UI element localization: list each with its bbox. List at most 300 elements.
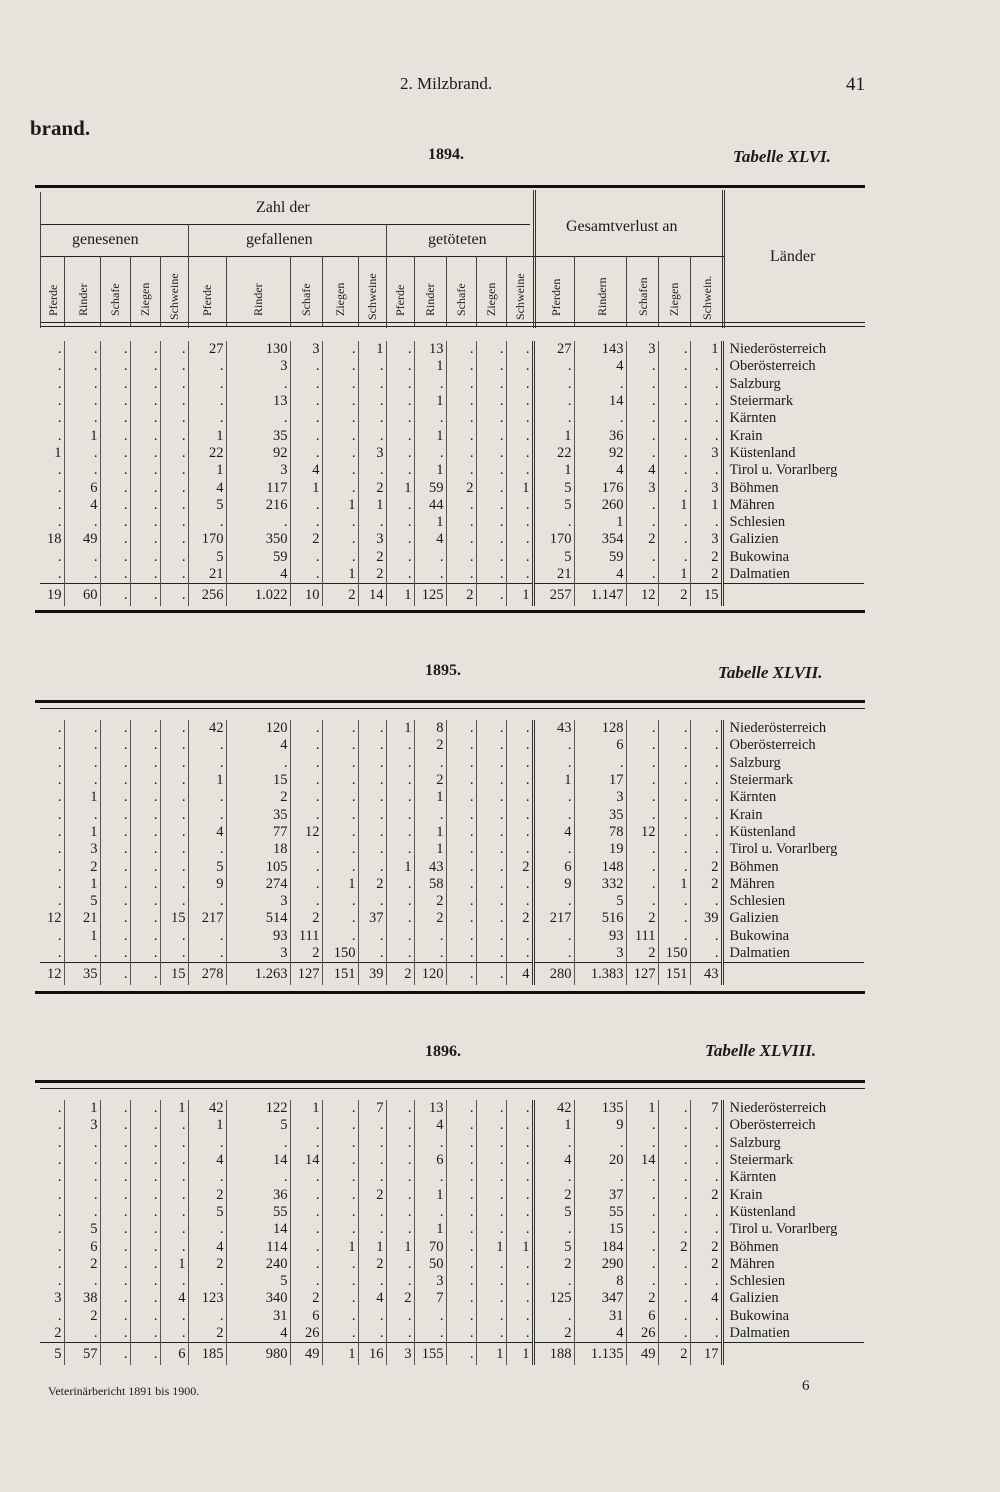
table-cell: 2 <box>690 1238 722 1255</box>
table-cell: . <box>57 841 62 858</box>
table-cell: . <box>57 1100 62 1117</box>
table-cell: 20 <box>574 1152 626 1169</box>
table-cell: . <box>386 928 414 945</box>
table-cell: . <box>160 858 188 875</box>
total-cell: . <box>130 584 160 607</box>
table-cell: . <box>658 462 690 479</box>
table-cell: . <box>533 893 574 910</box>
table-cell: . <box>226 514 290 531</box>
country-name: Mähren <box>722 497 864 514</box>
table-row <box>40 720 864 737</box>
table-cell: . <box>358 737 386 754</box>
table-cell: 2 <box>64 858 100 875</box>
table-cell: 5 <box>533 1238 574 1255</box>
table-cell: . <box>160 479 188 496</box>
table-cell: 1 <box>188 1117 226 1134</box>
table-cell: 3 <box>290 341 322 358</box>
table-cell: . <box>322 928 358 945</box>
table-cell: . <box>100 1135 130 1152</box>
table-row <box>40 772 864 789</box>
table-cell: . <box>414 755 446 772</box>
country-name: Bukowina <box>722 1308 864 1325</box>
table-cell: . <box>476 737 506 754</box>
table-cell: . <box>446 514 476 531</box>
table-cell: . <box>386 1325 414 1343</box>
table-cell: . <box>160 1308 188 1325</box>
table-cell: . <box>100 462 130 479</box>
table-cell: . <box>386 1135 414 1152</box>
table-cell: . <box>386 910 414 927</box>
table-cell: . <box>476 393 506 410</box>
table-cell: 1 <box>476 1238 506 1255</box>
table-cell: 514 <box>226 910 290 927</box>
table-cell: . <box>506 1325 533 1343</box>
table-cell: . <box>446 893 476 910</box>
table-cell: . <box>57 858 62 875</box>
table-cell: . <box>533 1135 574 1152</box>
table-row <box>40 945 864 963</box>
table-cell: . <box>658 1256 690 1273</box>
table-cell: 43 <box>533 720 574 737</box>
table-cell: . <box>386 824 414 841</box>
total-cell: . <box>100 584 130 607</box>
table-cell: . <box>188 928 226 945</box>
table-cell: . <box>100 566 130 584</box>
table-cell: . <box>64 1135 100 1152</box>
table-cell: . <box>358 1308 386 1325</box>
total-row <box>40 1343 864 1366</box>
table-cell: . <box>160 497 188 514</box>
table-cell: . <box>476 772 506 789</box>
table-cell: . <box>322 1152 358 1169</box>
table-cell: . <box>658 549 690 566</box>
table-cell: 92 <box>574 445 626 462</box>
table-cell: . <box>130 1169 160 1186</box>
table-cell: . <box>100 1290 130 1307</box>
table-cell: 93 <box>574 928 626 945</box>
table-cell: . <box>226 376 290 393</box>
table-cell: . <box>476 376 506 393</box>
table-cell: 7 <box>690 1100 722 1117</box>
table-cell: . <box>322 1135 358 1152</box>
table-cell: . <box>414 806 446 823</box>
table-row <box>40 462 864 479</box>
table-cell: . <box>322 427 358 444</box>
table-cell: . <box>57 410 62 427</box>
table-cell: 1 <box>414 824 446 841</box>
table-cell: 77 <box>226 824 290 841</box>
table-cell: . <box>506 1221 533 1238</box>
table-cell: . <box>64 755 100 772</box>
table-cell: . <box>533 514 574 531</box>
col-genesen-rinder: Rinder <box>76 283 90 316</box>
table-cell: . <box>130 410 160 427</box>
table-cell: . <box>386 806 414 823</box>
table-cell: . <box>506 445 533 462</box>
table-cell: . <box>626 358 658 375</box>
table-cell: 1 <box>64 1100 100 1117</box>
table-cell: . <box>57 427 62 444</box>
table-cell: . <box>690 1325 722 1343</box>
table-cell: 2 <box>290 531 322 548</box>
table-cell: 5 <box>533 497 574 514</box>
table-cell: . <box>100 1273 130 1290</box>
table-cell: . <box>386 945 414 963</box>
table-cell: 7 <box>358 1100 386 1117</box>
table-cell: . <box>658 1221 690 1238</box>
country-name: Tirol u. Vorarlberg <box>722 841 864 858</box>
table-cell: 14 <box>626 1152 658 1169</box>
table-cell: 39 <box>690 910 722 927</box>
table-cell: . <box>506 893 533 910</box>
table-cell: 26 <box>626 1325 658 1343</box>
table-cell: 26 <box>290 1325 322 1343</box>
country-name: Schlesien <box>722 1273 864 1290</box>
table-cell: 3 <box>226 462 290 479</box>
table-label: Tabelle XLVII. <box>718 663 823 682</box>
table-cell: 59 <box>414 479 446 496</box>
total-cell: 256 <box>188 584 226 607</box>
table-cell: . <box>358 806 386 823</box>
table-cell: . <box>322 531 358 548</box>
table-cell: . <box>322 893 358 910</box>
table-cell: . <box>414 410 446 427</box>
total-cell: 60 <box>64 584 100 607</box>
table-cell: . <box>57 789 62 806</box>
table-cell: 2 <box>626 945 658 963</box>
table-cell: 31 <box>574 1308 626 1325</box>
footer-source: Veterinärbericht 1891 bis 1900. <box>48 1384 200 1398</box>
table-cell: 4 <box>533 824 574 841</box>
table-cell: . <box>626 427 658 444</box>
table-cell: . <box>160 720 188 737</box>
table-row <box>40 427 864 444</box>
total-cell: 2 <box>322 584 358 607</box>
table-cell: . <box>358 893 386 910</box>
country-name: Krain <box>722 1186 864 1203</box>
table-cell: . <box>290 858 322 875</box>
table-cell: . <box>386 445 414 462</box>
table-cell: . <box>130 479 160 496</box>
table-cell: . <box>160 737 188 754</box>
table-cell: 1 <box>533 462 574 479</box>
table-cell: 2 <box>626 531 658 548</box>
table-cell: . <box>100 531 130 548</box>
table-cell: . <box>658 1290 690 1307</box>
table-cell: . <box>130 737 160 754</box>
table-cell: . <box>386 1117 414 1134</box>
table-row <box>40 376 864 393</box>
table-cell: . <box>658 1204 690 1221</box>
table-cell: . <box>658 427 690 444</box>
table-cell: . <box>658 341 690 358</box>
table-cell: . <box>626 858 658 875</box>
table-cell: . <box>574 755 626 772</box>
header-gefallenen: gefallenen <box>246 231 313 248</box>
table-cell: 1 <box>658 876 690 893</box>
total-cell: 2 <box>658 584 690 607</box>
table-cell: 35 <box>226 427 290 444</box>
table-year: 1896. <box>425 1043 461 1060</box>
table-cell: . <box>476 566 506 584</box>
table-cell: 1 <box>658 566 690 584</box>
table-cell: . <box>626 755 658 772</box>
table-cell: 7 <box>414 1290 446 1307</box>
table-cell: . <box>160 789 188 806</box>
table-cell: . <box>322 841 358 858</box>
table-label: Tabelle XLVIII. <box>705 1041 817 1060</box>
table-cell: . <box>476 1256 506 1273</box>
table-cell: . <box>476 1100 506 1117</box>
table-cell: . <box>414 549 446 566</box>
table-cell: . <box>574 1135 626 1152</box>
table-cell: 2 <box>690 549 722 566</box>
table-cell: . <box>64 1325 100 1343</box>
table-cell: 44 <box>414 497 446 514</box>
total-cell: 43 <box>690 963 722 986</box>
data-table-1896 <box>40 1100 864 1365</box>
table-cell: . <box>160 341 188 358</box>
total-cell: . <box>100 1343 130 1366</box>
table-cell: . <box>476 858 506 875</box>
table-cell: 1 <box>64 427 100 444</box>
table-cell: 6 <box>533 858 574 875</box>
table-cell: . <box>690 755 722 772</box>
table-row <box>40 910 864 927</box>
table-cell: . <box>130 876 160 893</box>
table-cell: . <box>626 806 658 823</box>
table-cell: . <box>533 1169 574 1186</box>
table-cell: . <box>160 566 188 584</box>
table-cell: . <box>130 1290 160 1307</box>
table-cell: 9 <box>574 1117 626 1134</box>
table-cell: . <box>57 566 62 582</box>
table-cell: . <box>358 945 386 963</box>
table-cell: . <box>506 549 533 566</box>
table-cell: . <box>57 1203 62 1220</box>
table-bottom-rule <box>35 610 865 613</box>
table-cell: . <box>690 945 722 963</box>
table-cell: . <box>322 1290 358 1307</box>
table-cell: 4 <box>290 462 322 479</box>
table-cell: 2 <box>626 910 658 927</box>
table-cell: . <box>658 789 690 806</box>
table-row <box>40 1238 864 1255</box>
total-cell: 14 <box>358 584 386 607</box>
table-cell: . <box>290 720 322 737</box>
table-cell: . <box>290 1186 322 1203</box>
table-cell: . <box>658 841 690 858</box>
table-cell: . <box>100 841 130 858</box>
table-cell: . <box>100 1169 130 1186</box>
table-cell: 1 <box>54 444 62 461</box>
table-cell: . <box>322 789 358 806</box>
table-cell: 1 <box>414 1186 446 1203</box>
table-cell: . <box>57 823 62 840</box>
table-cell: 13 <box>414 341 446 358</box>
table-cell: . <box>690 1169 722 1186</box>
total-cell: 16 <box>358 1343 386 1366</box>
total-cell: 127 <box>290 963 322 986</box>
table-cell: . <box>658 720 690 737</box>
table-cell: . <box>322 393 358 410</box>
table-cell: . <box>658 928 690 945</box>
table-cell: . <box>130 1117 160 1134</box>
table-cell: . <box>100 445 130 462</box>
table-cell: . <box>386 1256 414 1273</box>
table-cell: . <box>358 789 386 806</box>
table-cell: . <box>506 376 533 393</box>
table-cell: 1 <box>160 1256 188 1273</box>
table-cell: . <box>290 514 322 531</box>
table-cell: 125 <box>533 1290 574 1307</box>
table-cell: . <box>658 393 690 410</box>
table-cell: 1 <box>626 1100 658 1117</box>
table-cell: . <box>446 358 476 375</box>
table-cell: . <box>690 928 722 945</box>
total-cell: 49 <box>626 1343 658 1366</box>
table-row <box>40 549 864 566</box>
table-cell: 1 <box>658 497 690 514</box>
table-cell: . <box>100 789 130 806</box>
table-cell: . <box>446 1117 476 1134</box>
table-cell: . <box>130 376 160 393</box>
table-cell: . <box>446 497 476 514</box>
table-cell: 1 <box>533 1117 574 1134</box>
table-cell: . <box>476 479 506 496</box>
table-cell: . <box>358 772 386 789</box>
total-cell: 185 <box>188 1343 226 1366</box>
table-bottom-rule <box>35 991 865 994</box>
table-cell: . <box>658 1169 690 1186</box>
total-land-cell <box>722 963 864 986</box>
total-cell: 12 <box>40 963 64 986</box>
table-cell: . <box>414 1135 446 1152</box>
table-cell: . <box>446 1169 476 1186</box>
table-cell: 350 <box>226 531 290 548</box>
table-row <box>40 737 864 754</box>
table-cell: 5 <box>64 1221 100 1238</box>
total-cell: 980 <box>226 1343 290 1366</box>
table-cell: 6 <box>64 1238 100 1255</box>
table-cell: 15 <box>160 910 188 927</box>
table-cell: . <box>658 1152 690 1169</box>
table-cell: . <box>322 1273 358 1290</box>
col-gesamt-schafen: Schafen <box>636 277 650 316</box>
country-name: Niederösterreich <box>722 341 864 358</box>
table-cell: . <box>476 549 506 566</box>
table-cell: 2 <box>690 858 722 875</box>
table-cell: 18 <box>226 841 290 858</box>
country-name: Niederösterreich <box>722 1100 864 1117</box>
country-name: Böhmen <box>722 479 864 496</box>
table-cell: . <box>100 876 130 893</box>
total-cell: 1.383 <box>574 963 626 986</box>
table-cell: . <box>130 1135 160 1152</box>
table-cell: . <box>290 1135 322 1152</box>
table-cell: 3 <box>690 531 722 548</box>
table-cell: . <box>64 1186 100 1203</box>
table-cell: . <box>658 1325 690 1343</box>
table-cell: . <box>446 1325 476 1343</box>
table-cell: 55 <box>226 1204 290 1221</box>
country-name: Krain <box>722 806 864 823</box>
table-cell: . <box>690 806 722 823</box>
table-cell: . <box>188 514 226 531</box>
table-cell: . <box>188 376 226 393</box>
table-cell: . <box>446 1152 476 1169</box>
total-cell: 1.147 <box>574 584 626 607</box>
total-cell: . <box>100 963 130 986</box>
table-cell: . <box>476 1135 506 1152</box>
table-cell: . <box>160 1135 188 1152</box>
table-cell: . <box>100 772 130 789</box>
table-cell: . <box>386 789 414 806</box>
table-cell: . <box>506 1256 533 1273</box>
table-cell: . <box>386 358 414 375</box>
table-cell: . <box>100 1221 130 1238</box>
table-cell: 59 <box>574 549 626 566</box>
table-cell: . <box>690 1221 722 1238</box>
col-genesen-pferde: Pferde <box>46 284 60 316</box>
table-cell: . <box>658 755 690 772</box>
table-cell: 1 <box>690 341 722 358</box>
table-cell: . <box>358 720 386 737</box>
page-number: 41 <box>846 74 865 95</box>
table-label: Tabelle XLVI. <box>733 147 831 166</box>
data-table-1895 <box>40 720 864 985</box>
total-land-cell <box>722 1343 864 1366</box>
table-cell: . <box>533 1273 574 1290</box>
table-cell: 1 <box>414 393 446 410</box>
table-cell: 8 <box>414 720 446 737</box>
table-cell: . <box>130 445 160 462</box>
table-cell: 148 <box>574 858 626 875</box>
table-cell: . <box>290 410 322 427</box>
table-cell: . <box>386 737 414 754</box>
table-cell: 3 <box>64 841 100 858</box>
total-cell: 12 <box>626 584 658 607</box>
table-cell: . <box>386 531 414 548</box>
col-getoetet-ziegen: Ziegen <box>484 282 498 316</box>
table-cell: . <box>322 341 358 358</box>
table-cell: . <box>130 393 160 410</box>
table-cell: . <box>506 755 533 772</box>
header-zahl-der: Zahl der <box>256 199 310 216</box>
table-cell: 18 <box>47 531 62 548</box>
total-cell: 19 <box>40 584 64 607</box>
table-cell: 5 <box>188 1204 226 1221</box>
table-cell: . <box>100 376 130 393</box>
table-row <box>40 1135 864 1152</box>
table-row <box>40 806 864 823</box>
table-cell: . <box>446 531 476 548</box>
table-cell: 2 <box>226 789 290 806</box>
table-cell: . <box>574 1169 626 1186</box>
table-cell: 70 <box>414 1238 446 1255</box>
table-cell: . <box>446 341 476 358</box>
table-cell: . <box>290 789 322 806</box>
table-cell: . <box>626 1256 658 1273</box>
table-cell: . <box>160 841 188 858</box>
table-cell: 5 <box>226 1273 290 1290</box>
table-cell: . <box>290 1169 322 1186</box>
table-cell: . <box>506 806 533 823</box>
table-cell: . <box>446 427 476 444</box>
table-cell: . <box>130 427 160 444</box>
table-cell: 3 <box>226 893 290 910</box>
table-cell: . <box>130 945 160 963</box>
